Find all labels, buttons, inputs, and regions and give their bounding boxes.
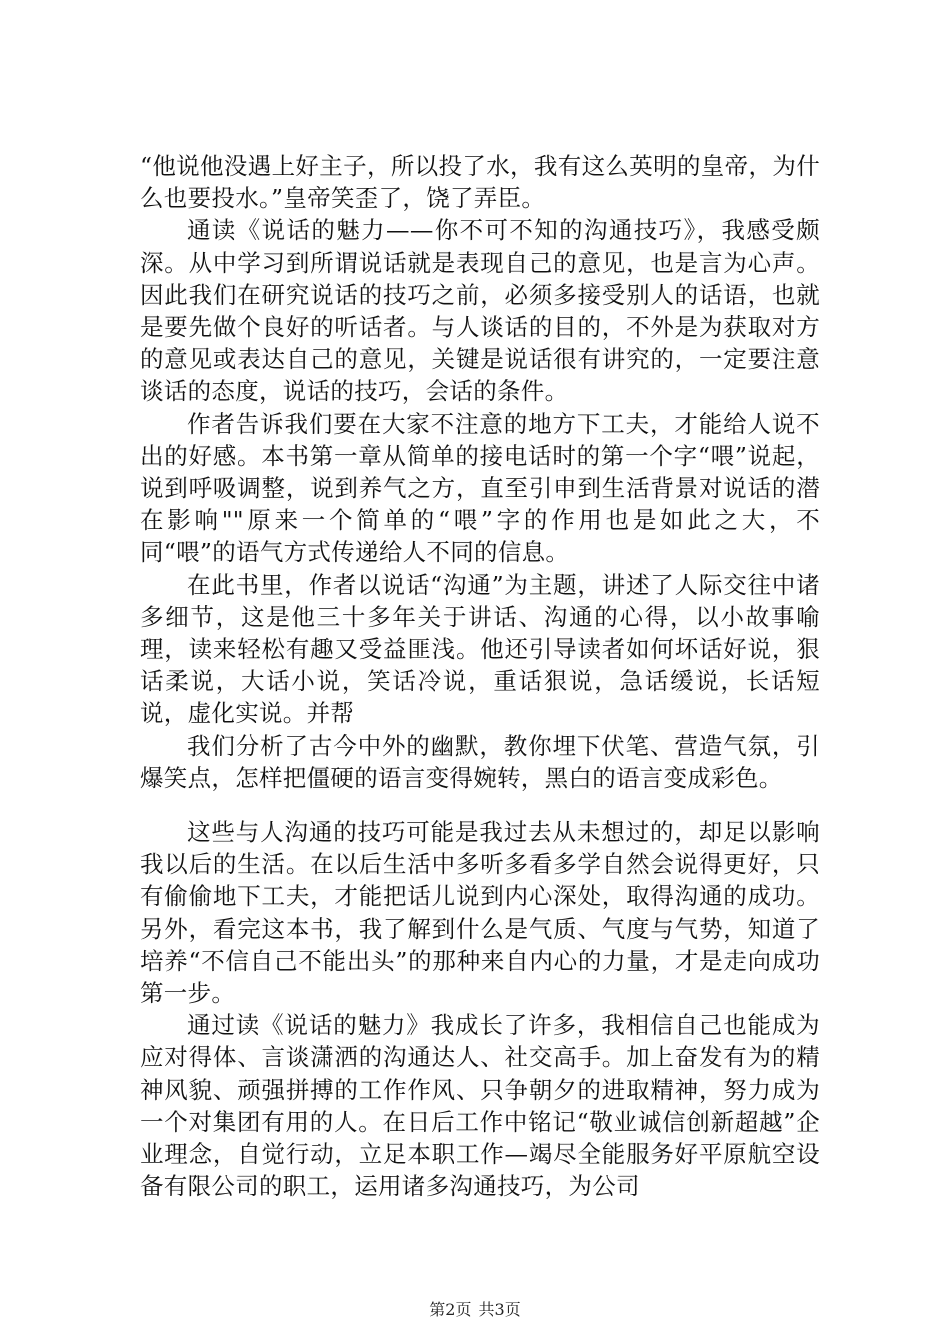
page-footer [0,1300,950,1320]
paragraph-4: 在此书里，作者以说话“沟通”为主题，讲述了人际交往中诸多细节，这是他三十多年关于讲话、沟通的心得，以小故事喻理，读来轻松有趣又受益匪浅。他还引导读者如何坏话好说，狠话柔说，大话小说，笑话冷说，重话狠说，急话缓说，长话短说，虚化实说。并帮 [140,570,820,728]
paragraph-1: “他说他没遇上好主子，所以投了水，我有这么英明的皇帝，为什么也要投水。”皇帝笑歪了，饶了弄臣。 [140,152,820,213]
paragraph-2: 通读《说话的魅力——你不可不知的沟通技巧》，我感受颇深。从中学习到所谓说话就是表现自己的意见，也是言为心声。因此我们在研究说话的技巧之前，必须多接受别人的话语，也就是要先做个良好的听话者。与人谈话的目的，不外是为获取对方的意见或表达自己的意见，关键是说话很有讲究的，一定要注意谈话的态度，说话的技巧，会话的条件。 [140,216,820,406]
paragraph-7: 通过读《说话的魅力》我成长了许多，我相信自己也能成为应对得体、言谈潇洒的沟通达人、社交高手。加上奋发有为的精神风貌、顽强拼搏的工作作风、只争朝夕的进取精神，努力成为一个对集团有用的人。在日后工作中铭记“敬业诚信创新超越”企业理念，自觉行动，立足本职工作—竭尽全能服务好平原航空设备有限公司的职工，运用诸多沟通技巧，为公司 [140,1011,820,1201]
paragraph-3: 作者告诉我们要在大家不注意的地方下工夫，才能给人说不出的好感。本书第一章从简单的接电话时的第一个字“喂”说起，说到呼吸调整，说到养气之方，直至引申到生活背景对说话的潜在影响""原来一个简单的“喂”字的作用也是如此之大，不同“喂”的语气方式传递给人不同的信息。 [140,409,820,567]
paragraph-gap [140,794,820,816]
paragraph-5: 我们分析了古今中外的幽默，教你埋下伏笔、营造气氛，引爆笑点，怎样把僵硬的语言变得婉转，黑白的语言变成彩色。 [140,731,820,792]
page-number: 第2页 [429,1300,472,1319]
page-total: 共3页 [478,1300,521,1319]
document-body [140,150,820,1203]
paragraph-6: 这些与人沟通的技巧可能是我过去从未想过的，却足以影响我以后的生活。在以后生活中多听多看多学自然会说得更好，只有偷偷地下工夫，才能把话儿说到内心深处，取得沟通的成功。另外，看完这本书，我了解到什么是气质、气度与气势，知道了培养“不信自己不能出头”的那种来自内心的力量，才是走向成功第一步。 [140,818,820,1008]
